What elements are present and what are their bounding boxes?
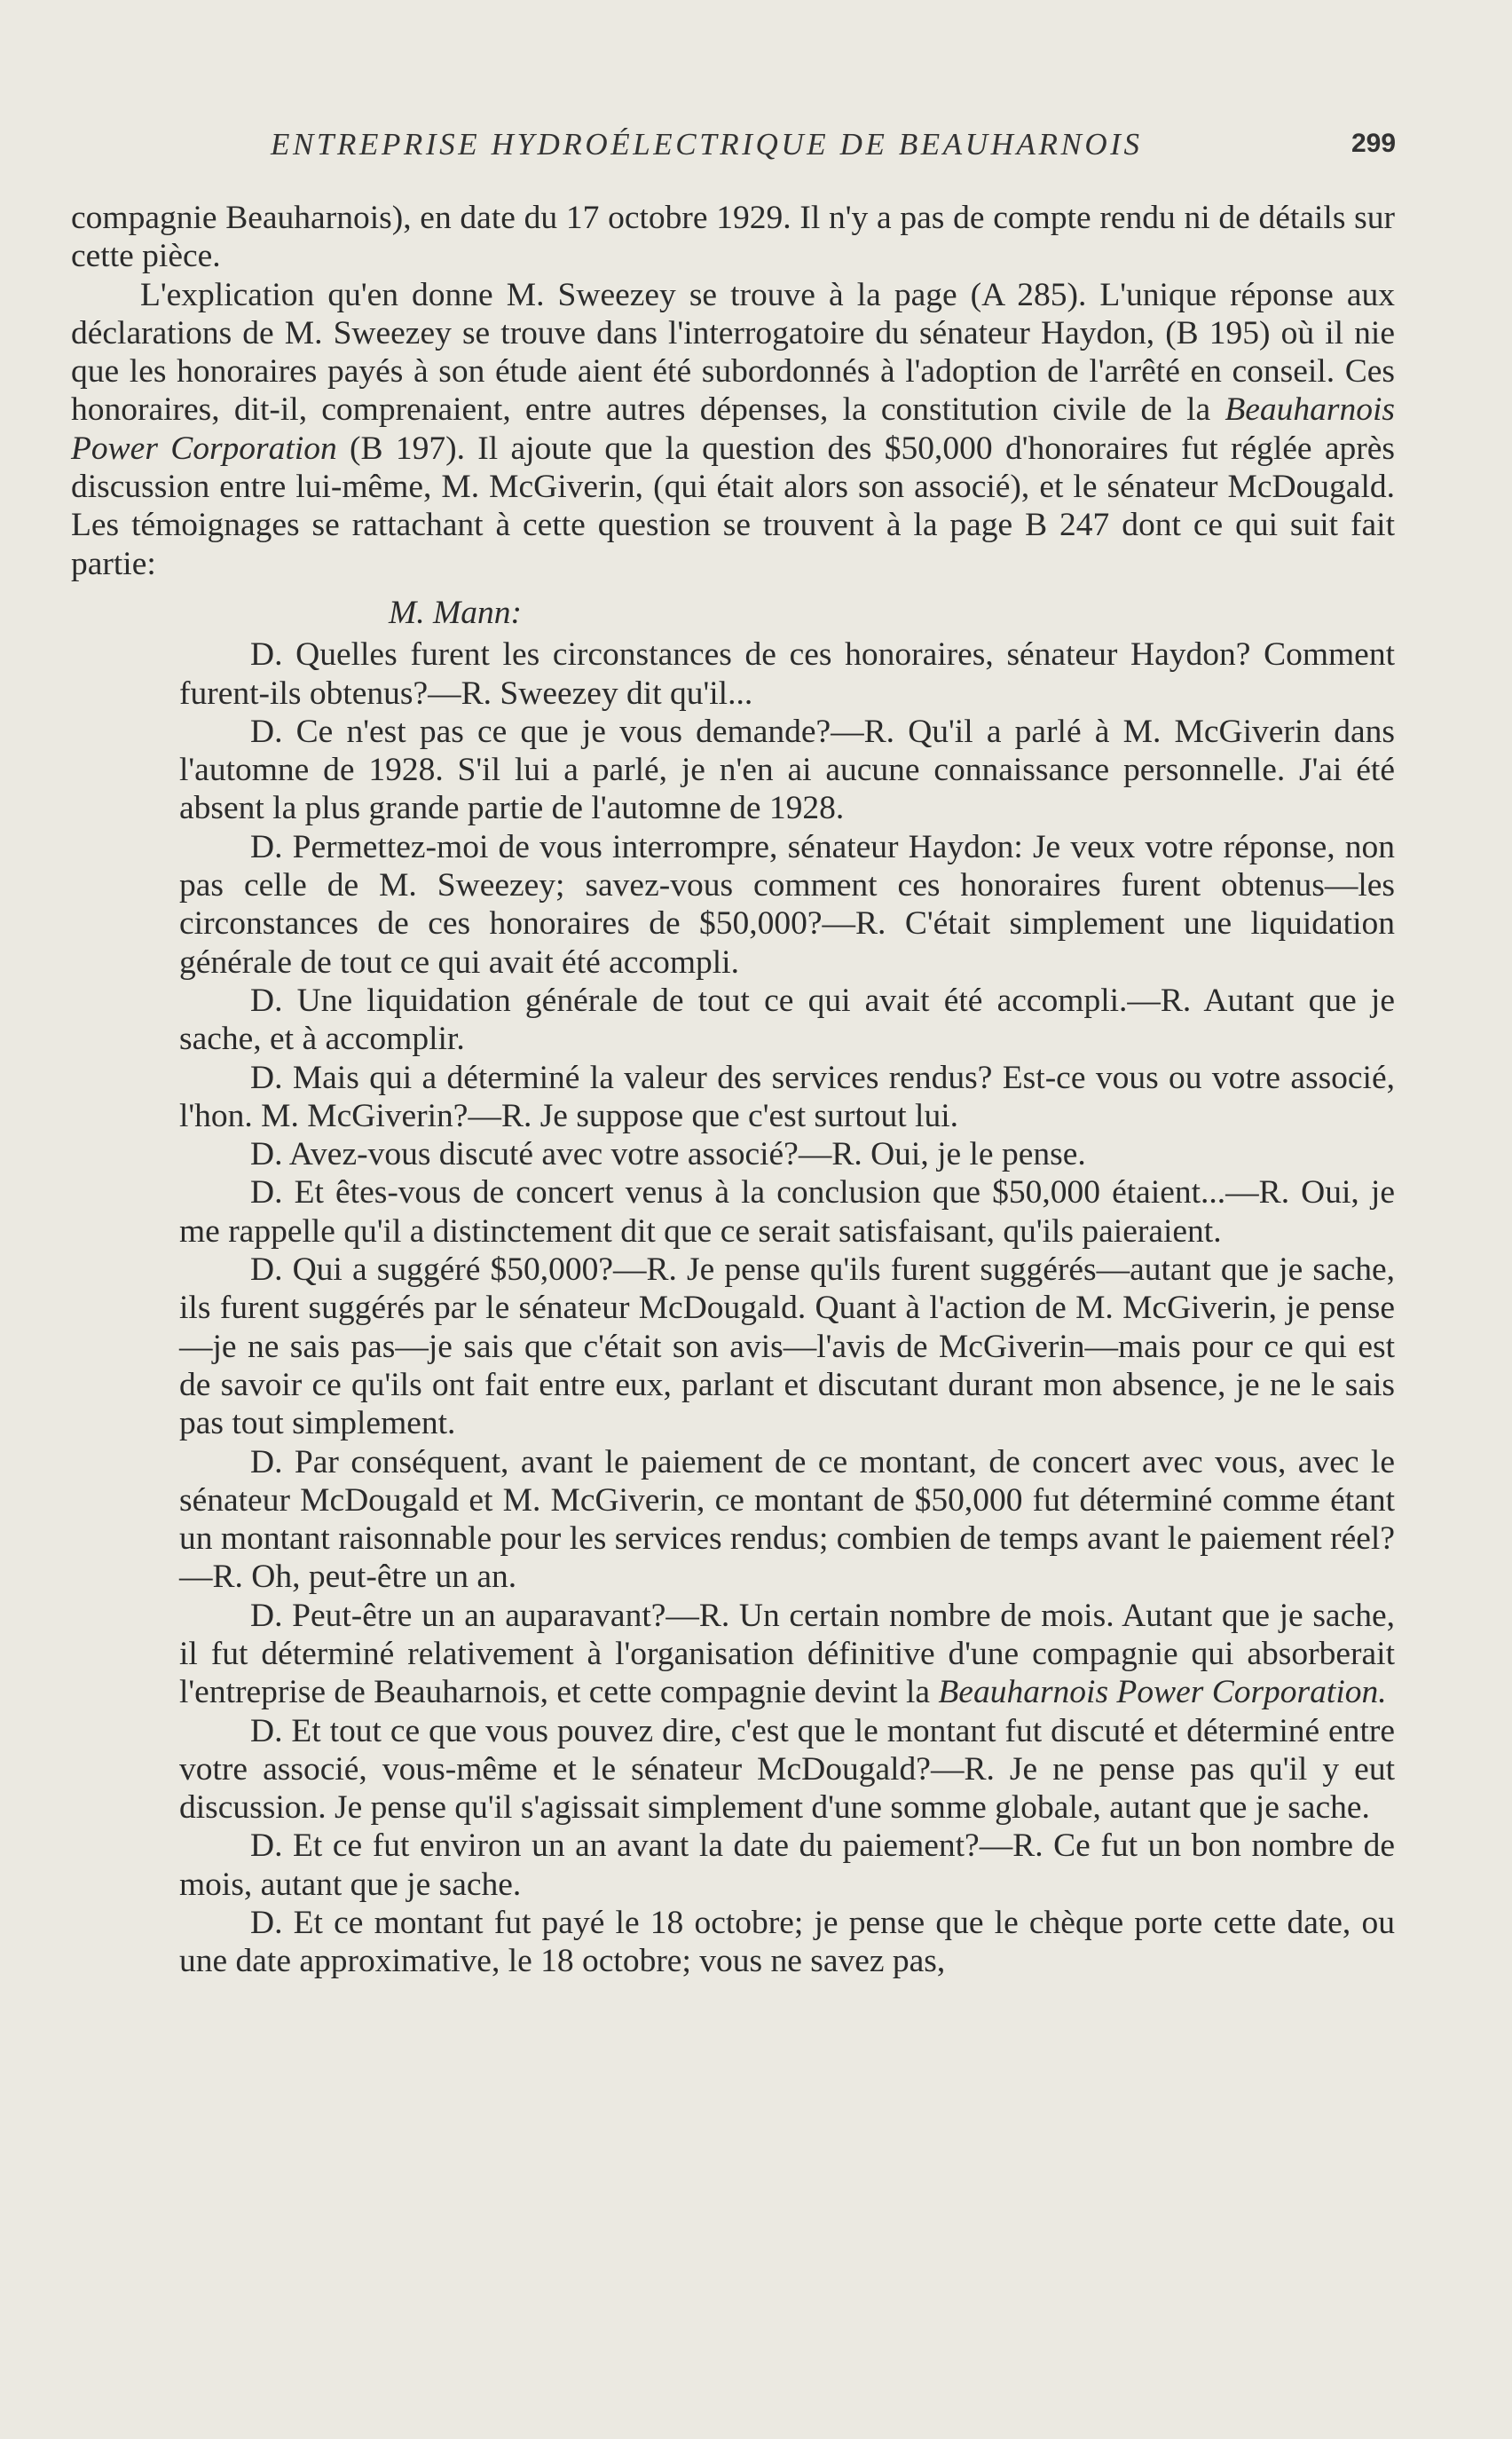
text-run: D. Peut-être un an auparavant?—R. Un certain nombre de mois. Autant que je sache, il fut déterminé relativement à l'organisation définitive d'une compagnie qui absorberait l'entreprise de Beauharnois, et cette compagnie devint la: [179, 1597, 1395, 1711]
question-answer: D. Quelles furent les circonstances de ces honoraires, sénateur Haydon? Comment furent-ils obtenus?—R. Sweezey dit qu'il...: [179, 636, 1395, 712]
question-answer: D. Mais qui a déterminé la valeur des services rendus? Est-ce vous ou votre associé, l'hon. M. McGiverin?—R. Je suppose que c'est surtout lui.: [179, 1059, 1395, 1134]
question-answer: D. Et êtes-vous de concert venus à la conclusion que $50,000 étaient...—R. Oui, je me rappelle qu'il a distinctement dit que ce serait satisfaisant, qu'ils paieraient.: [179, 1174, 1395, 1250]
question-answer: D. Par conséquent, avant le paiement de ce montant, de concert avec vous, avec le sénateur McDougald et M. McGiverin, ce montant de $50,000 fut déterminé comme étant un montant raisonnable pour les services rendus; combien de temps avant le paiement réel?—R. Oh, peut-être un an.: [179, 1443, 1395, 1596]
question-answer: D. Ce n'est pas ce que je vous demande?—R. Qu'il a parlé à M. McGiverin dans l'automne de 1928. S'il lui a parlé, je n'en ai aucune connaissance personnelle. J'ai été absent la plus grande partie de l'automne de 1928.: [179, 713, 1395, 827]
paragraph: compagnie Beauharnois), en date du 17 octobre 1929. Il n'y a pas de compte rendu ni de détails sur cette pièce.: [71, 200, 1395, 275]
question-answer: D. Permettez-moi de vous interrompre, sénateur Haydon: Je veux votre réponse, non pas celle de M. Sweezey; savez-vous comment ces honoraires furent obtenus—les circonstances de ces honoraires de $50,000?—R. C'était simplement une liquidation générale de tout ce qui avait été accompli.: [179, 828, 1395, 981]
question-answer: D. Avez-vous discuté avec votre associé?—R. Oui, je le pense.: [250, 1136, 1086, 1173]
company-name: Beauharnois Power Corporation: [71, 391, 1395, 467]
question-answer: D. Une liquidation générale de tout ce qui avait été accompli.—R. Autant que je sache, et à accomplir.: [179, 982, 1395, 1058]
question-answer: D. Et ce montant fut payé le 18 octobre; je pense que le chèque porte cette date, ou une date approximative, le 18 octobre; vous ne savez pas,: [179, 1905, 1395, 1980]
page-number: 299: [1351, 129, 1397, 158]
question-answer: [179, 1597, 1395, 1712]
text-run: (B 197). Il ajoute que la question des $50,000 d'honoraires fut réglée après discussion entre lui-même, M. McGiverin, (qui était alors son associé), et le sénateur McDougald. Les témoignages se rattachant à cette question se trouvent à la page B 247 dont ce qui suit fait partie:: [71, 430, 1395, 582]
document-body: [71, 199, 1395, 1981]
company-name: Beauharnois Power Corporation.: [938, 1674, 1387, 1711]
testimony-excerpt: [179, 594, 1395, 1981]
question-answer: D. Et tout ce que vous pouvez dire, c'est que le montant fut discuté et déterminé entre votre associé, vous-même et le sénateur McDougald?—R. Je ne pense pas qu'il y eut discussion. Je pense qu'il s'agissait simplement d'une somme globale, autant que je sache.: [179, 1712, 1395, 1827]
text-run: L'explication qu'en donne M. Sweezey se trouve à la page (A 285). L'unique réponse aux déclarations de M. Sweezey se trouve dans l'interrogatoire du sénateur Haydon, (B 195) où il nie que les honoraires payés à son étude aient été subordonnés à l'adoption de l'arrêté en conseil. Ces honoraires, dit-il, comprenaient, entre autres dépenses, la constitution civile de la: [71, 276, 1395, 429]
running-header: ENTREPRISE HYDROÉLECTRIQUE DE BEAUHARNOIS: [271, 127, 1143, 162]
speaker-label: M. Mann:: [389, 594, 522, 631]
question-answer: D. Et ce fut environ un an avant la date du paiement?—R. Ce fut un bon nombre de mois, autant que je sache.: [179, 1827, 1395, 1903]
question-answer: D. Qui a suggéré $50,000?—R. Je pense qu'ils furent suggérés—autant que je sache, ils furent suggérés par le sénateur McDougald. Quant à l'action de M. McGiverin, je pense—je ne sais pas—je sais que c'était son avis—l'avis de McGiverin—mais pour ce qui est de savoir ce qu'ils ont fait entre eux, parlant et discutant durant mon absence, je ne le sais pas tout simplement.: [179, 1251, 1395, 1442]
paragraph: [71, 276, 1395, 583]
